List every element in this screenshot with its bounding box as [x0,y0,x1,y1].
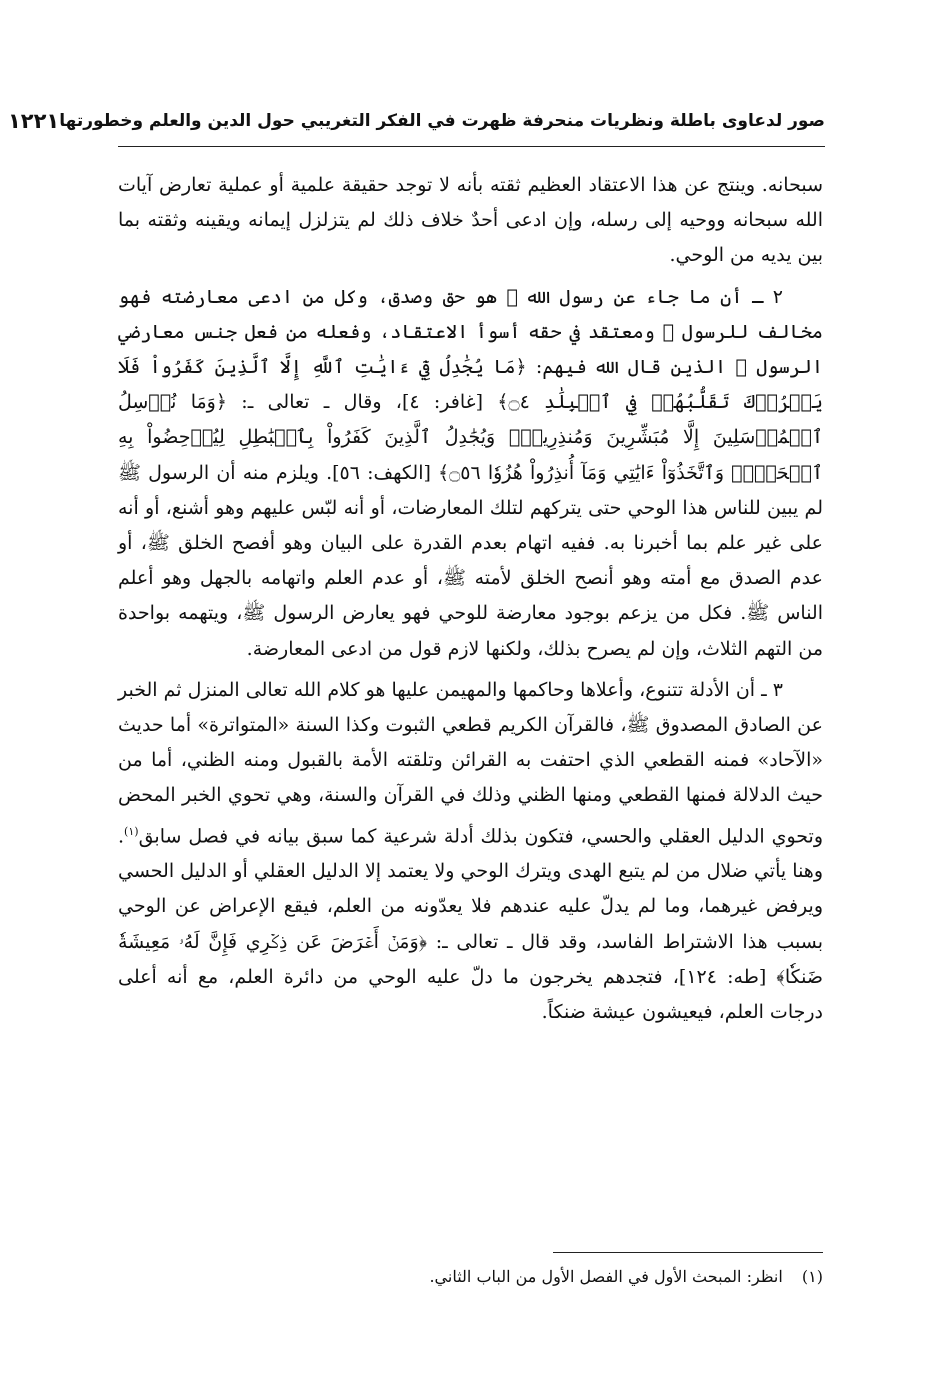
page-number: ١٢٢١ [7,109,60,133]
footnote [118,1262,823,1292]
header-title: صور لدعاوى باطلة ونظريات منحرفة ظهرت في الفكر التغريبي حول الدين والعلم وخطورتها [59,111,825,131]
header-divider [118,146,825,147]
paragraph-1: سبحانه. وينتج عن هذا الاعتقاد العظيم ثقته بأنه لا توجد حقيقة علمية أو عملية تعارض آيات الله سبحانه ووحيه إلى رسله، وإن ادعى أحدٌ خلاف ذلك لم يتزلزل إيمانه ويقينه وثقته بما بين يديه من الوحي. [118,174,823,267]
footnote-divider [553,1252,823,1253]
paragraph-3-continuation: . وهنا يأتي ضلال من لم يتبع الهدى ويترك الوحي ولا يعتمد إلا الدليل العقلي أو الدليل الحسي ويرفض غيرهما، وما لم يدلّ عليه عندهم فلا يعدّونه من العلم، فيقع الإعراض عن الوحي بسبب هذا الاشتراط الفاسد، وقد قال ـ تعالى ـ: ﴿وَمَنۡ أَعۡرَضَ عَن ذِكۡرِي فَإِنَّ لَهُۥ مَعِيشَةٗ ضَنكٗا﴾ [طه: ١٢٤]، فتجدهم يخرجون ما دلّ عليه الوحي من دائرة العلم، مع أنه أعلى درجات العلم، فيعيشون عيشة ضنكاً. [118,824,823,1023]
paragraph-2: ٢ ـ أن ما جاء عن رسول الله ﷺ هو حق وصدق، وكل من ادعى معارضته فهو مخالف للرسول ﷺ ومعتقد في حقه أسوأ الاعتقاد، وفعله من فعل جنس معارضي الرسول ﷺ الذين قال الله فيهم: ﴿مَا يُجَٰدِلُ فِيٓ ءَايَٰتِ ٱللَّهِ إِلَّا ٱلَّذِينَ كَفَرُواْ فَلَا يَغۡرُرۡكَ تَقَلُّبُهُمۡ فِي ٱلۡبِلَٰدِ ۝٤﴾ [غافر: ٤]، وقال ـ تعالى ـ: ﴿وَمَا نُرۡسِلُ ٱلۡمُرۡسَلِينَ إِلَّا مُبَشِّرِينَ وَمُنذِرِينَۚ وَيُجَٰدِلُ ٱلَّذِينَ كَفَرُواْ بِٱلۡبَٰطِلِ لِيُدۡحِضُواْ بِهِ ٱلۡحَقَّۖ وَٱتَّخَذُوٓاْ ءَايَٰتِي وَمَآ أُنذِرُواْ هُزُوٗا ۝٥٦﴾ [الكهف: ٥٦]. ويلزم منه أن الرسول ﷺ لم يبين للناس هذا الوحي حتى يتركهم لتلك المعارضات، أو أنه لبّس عليهم وهو أشنع، أو أنه على غير علم بما أخبرنا به. ففيه اتهام بعدم القدرة على البيان وهو أفصح الخلق ﷺ، أو عدم الصدق مع أمته وهو أنصح الخلق لأمته ﷺ، أو عدم العلم واتهامه بالجهل وهو أعلم الناس ﷺ. فكل من يزعم بوجود معارضة للوحي فهو يعارض الرسول ﷺ، ويتهمه بواحدة من التهم الثلاث، وإن لم يصرح بذلك، ولكنها لازم قول من ادعى المعارضة. [118,285,823,660]
main-text [118,168,823,1036]
footnote-reference: (١) [124,824,139,838]
paragraph-3 [118,673,823,1030]
footnote-text: انظر: المبحث الأول في الفصل الأول من الباب الثاني. [429,1267,783,1286]
running-header [7,104,825,138]
footnote-marker: (١) [801,1267,823,1286]
paragraph-3-text: ٣ ـ أن الأدلة تتنوع، وأعلاها وحاكمها والمهيمن عليها هو كلام الله تعالى المنزل ثم الخبر عن الصادق المصدوق ﷺ، فالقرآن الكريم قطعي الثبوت وكذا السنة «المتواترة» أما حديث «الآحاد» فمنه القطعي الذي احتفت به القرائن وتلقته الأمة بالقبول ومنه الظني، أما من حيث الدلالة فمنها القطعي ومنها الظني وذلك في القرآن والسنة، وهي تحوي الخبر المحض وتحوي الدليل العقلي والحسي، فتكون بذلك أدلة شرعية كما سبق بيانه في فصل سابق [118,678,823,847]
